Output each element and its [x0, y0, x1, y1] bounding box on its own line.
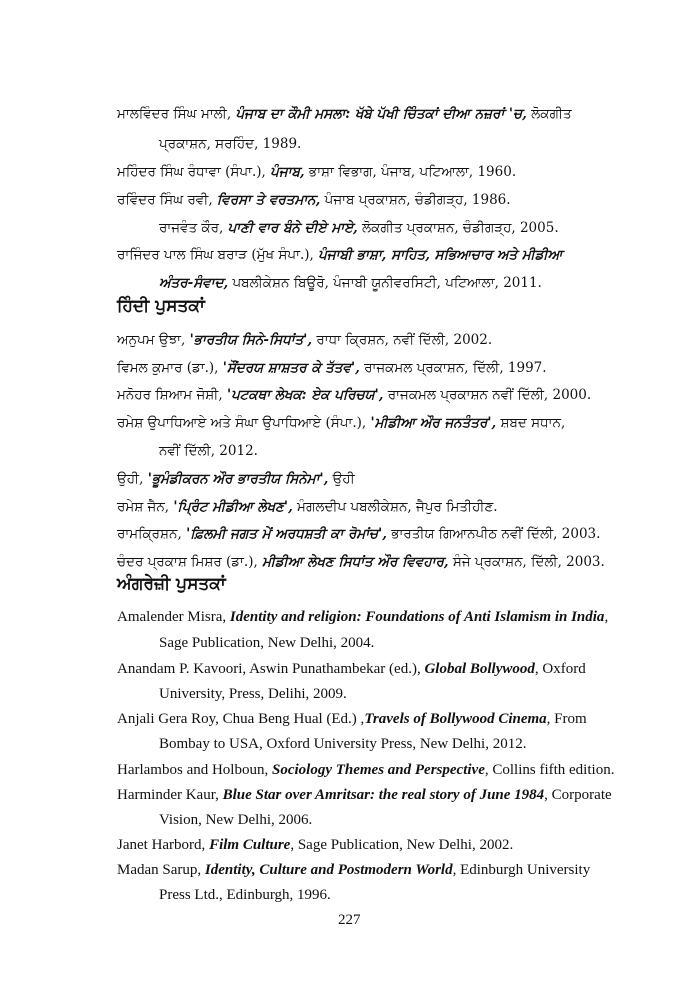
reference-entry: [117, 187, 593, 213]
ref-title: ਪੰਜਾਬੀ ਭਾਸ਼ਾ, ਸਾਹਿਤ, ਸਭਿਆਚਾਰ ਅਤੇ ਮੀਡੀਆ: [318, 247, 563, 263]
ref-publisher: ਰਾਜਕਮਲ ਪ੍ਰਕਾਸ਼ਨ ਨਵੀਂ ਦਿੱਲੀ, 2000.: [383, 387, 592, 403]
reference-entry: [117, 706, 593, 732]
reference-entry: [159, 215, 593, 241]
ref-author: ਰਮੇਸ਼ ਉਪਾਧਿਆਏ ਅਤੇ ਸੰਘਾ ਉਪਾਧਿਆਏ (ਸੰਪਾ.),: [117, 415, 371, 431]
reference-continuation: Vision, New Delhi, 2006.: [159, 812, 313, 828]
ref-title: 'ਪਟਕਥਾ ਲੇਖਕ: ਏਕ ਪਰਿਚਯ',: [226, 387, 384, 403]
ref-author: ਰਾਜਵੰਤ ਕੌਰ,: [159, 220, 228, 236]
ref-author: ਵਿਮਲ ਕੁਮਾਰ (ਡਾ.),: [117, 360, 223, 376]
ref-publisher: ਸ਼ਬਦ ਸਧਾਨ,: [496, 415, 566, 431]
reference-entry: [117, 355, 593, 381]
ref-title: Identity, Culture and Postmodern World: [204, 862, 453, 878]
ref-publisher: , Edinburgh University: [452, 862, 591, 878]
reference-entry: [117, 656, 593, 682]
ref-publisher: ਰਾਧਾ ਕ੍ਰਿਸ਼ਨ, ਨਵੀਂ ਦਿੱਲੀ, 2002.: [312, 332, 493, 348]
ref-author: ਮਾਲਵਿੰਦਰ ਸਿੰਘ ਮਾਲੀ,: [117, 106, 236, 122]
reference-continuation: Press Ltd., Edinburgh, 1996.: [159, 887, 331, 903]
reference-entry: [117, 159, 593, 185]
reference-continuation: Sage Publication, New Delhi, 2004.: [159, 635, 375, 651]
page-number: 227: [338, 912, 361, 928]
ref-author: Madan Sarup,: [117, 862, 205, 878]
ref-publisher: ਲੋਕਗੀਤ: [526, 106, 572, 122]
ref-publisher: ਭਾਰਤੀਯ ਗਿਆਨਪੀਠ ਨਵੀਂ ਦਿੱਲੀ, 2003.: [386, 526, 601, 542]
reference-continuation: [159, 270, 593, 296]
ref-publisher: ਪਬਲੀਕੇਸ਼ਨ ਬਿਊਰੋ, ਪੰਜਾਬੀ ਯੂਨੀਵਰਸਿਟੀ, ਪਟਿਆਲਾ, 2011.: [228, 275, 542, 291]
ref-author: ਉਹੀ,: [117, 471, 148, 487]
ref-publisher: ,: [604, 609, 609, 625]
reference-entry: [117, 242, 593, 268]
ref-publisher: , Sage Publication, New Delhi, 2002.: [290, 837, 514, 853]
ref-title: Sociology Themes and Perspective: [271, 762, 485, 778]
ref-author: ਮਨੋਹਰ ਸ਼ਿਆਮ ਜੋਸ਼ੀ,: [117, 387, 227, 403]
reference-entry: [117, 757, 615, 783]
ref-publisher: , Corporate: [544, 787, 612, 803]
ref-title: ਅੰਤਰ-ਸੰਵਾਦ,: [159, 275, 229, 291]
ref-title: Film Culture: [209, 837, 291, 853]
reference-entry: [117, 327, 593, 353]
ref-publisher: ਲੋਕਗੀਤ ਪ੍ਰਕਾਸ਼ਨ, ਚੰਡੀਗੜ੍ਹ, 2005.: [357, 220, 559, 236]
ref-publisher: , From: [546, 711, 587, 727]
ref-author: Janet Harbord,: [117, 837, 210, 853]
reference-entry: [117, 832, 593, 858]
ref-title: ਵਿਰਸਾ ਤੇ ਵਰਤਮਾਨ,: [216, 192, 321, 208]
reference-continuation: ਪ੍ਰਕਾਸ਼ਨ, ਸਰਹਿੰਦ, 1989.: [159, 136, 302, 152]
ref-author: Harlambos and Holboun,: [117, 762, 272, 778]
ref-author: Harminder Kaur,: [117, 787, 223, 803]
ref-publisher: , Collins fifth edition.: [484, 762, 615, 778]
ref-author: ਰਾਜਿੰਦਰ ਪਾਲ ਸਿੰਘ ਬਰਾੜ (ਮੁੱਖ ਸੰਪਾ.),: [117, 247, 319, 263]
ref-publisher: , Oxford: [534, 661, 586, 677]
ref-title: ਪਾਣੀ ਵਾਰ ਬੰਨੇ ਦੀਏ ਮਾਏ,: [227, 220, 358, 236]
reference-continuation: Bombay to USA, Oxford University Press, New Delhi, 2012.: [159, 736, 527, 752]
ref-author: ਰਮੇਸ਼ ਜੈਨ,: [117, 499, 174, 515]
reference-entry: [117, 604, 609, 630]
ref-title: ਮੀਡੀਆ ਲੇਖਣ ਸਿਧਾਂਤ ਔਰ ਵਿਵਹਾਰ,: [262, 554, 449, 570]
ref-publisher: ਪੰਜਾਬ ਪ੍ਰਕਾਸ਼ਨ, ਚੰਡੀਗੜ੍ਹ, 1986.: [320, 192, 511, 208]
ref-title: ਪੰਜਾਬ,: [270, 164, 305, 180]
ref-author: ਰਵਿੰਦਰ ਸਿੰਘ ਰਵੀ,: [117, 192, 217, 208]
ref-publisher: ਸੰਜੇ ਪ੍ਰਕਾਸ਼ਨ, ਦਿੱਲੀ, 2003.: [448, 554, 605, 570]
ref-publisher: ਰਾਜਕਮਲ ਪ੍ਰਕਾਸ਼ਨ, ਦਿੱਲੀ, 1997.: [359, 360, 547, 376]
ref-author: ਰਾਮਕ੍ਰਿਸ਼ਨ,: [117, 526, 187, 542]
ref-title: Global Bollywood: [424, 661, 535, 677]
ref-author: Amalender Misra,: [117, 609, 230, 625]
reference-continuation: ਨਵੀਂ ਦਿੱਲੀ, 2012.: [159, 443, 258, 459]
ref-title: 'ਮੀਡੀਆ ਔਰ ਜਨਤੰਤਰ',: [370, 415, 497, 431]
ref-author: Anandam P. Kavoori, Aswin Punathambekar (ed.),: [117, 661, 425, 677]
ref-publisher: ਮੰਗਲਦੀਪ ਪਬਲੀਕੇਸ਼ਨ, ਜੈਪੁਰ ਮਿਤੀਹੀਣ.: [292, 499, 498, 515]
section-heading-hindi: ਹਿੰਦੀ ਪੁਸਤਕਾਂ: [117, 296, 205, 316]
ref-title: 'ਭਾਰਤੀਯ ਸਿਨੇ-ਸਿਧਾਂਤ',: [189, 332, 313, 348]
ref-title: 'ਸੌਂਦਰਯ ਸ਼ਾਸ਼ਤਰ ਕੇ ਤੱਤਵ',: [222, 360, 360, 376]
ref-author: Anjali Gera Roy, Chua Beng Hual (Ed.) ,: [117, 711, 365, 727]
reference-entry: [117, 857, 593, 883]
reference-entry: [117, 521, 601, 547]
section-heading-english: ਅੰਗਰੇਜ਼ੀ ਪੁਸਤਕਾਂ: [117, 574, 226, 594]
ref-publisher: ਭਾਸ਼ਾ ਵਿਭਾਗ, ਪੰਜਾਬ, ਪਟਿਆਲਾ, 1960.: [304, 164, 517, 180]
reference-continuation: University, Press, Delihi, 2009.: [159, 686, 347, 702]
reference-entry: [117, 466, 593, 492]
ref-title: 'ਪ੍ਰਿੰਟ ਮੀਡੀਆ ਲੇਖਣ',: [173, 499, 293, 515]
ref-title: 'ਭੂਮੰਡੀਕਰਨ ਔਰ ਭਾਰਤੀਯ ਸਿਨੇਮਾ',: [147, 471, 329, 487]
ref-title: Identity and religion: Foundations of Anti Islamism in India: [229, 609, 605, 625]
ref-title: Travels of Bollywood Cinema: [364, 711, 547, 727]
ref-publisher: ਉਹੀ: [328, 471, 355, 487]
reference-entry: [117, 782, 612, 808]
reference-entry: [117, 494, 593, 520]
reference-entry: [117, 410, 593, 436]
ref-author: ਚੰਦਰ ਪ੍ਰਕਾਸ਼ ਮਿਸ਼ਰ (ਡਾ.),: [117, 554, 263, 570]
ref-author: ਅਨੁਪਮ ਉਝਾ,: [117, 332, 190, 348]
ref-author: ਮਹਿੰਦਰ ਸਿੰਘ ਰੰਧਾਵਾ (ਸੰਪਾ.),: [117, 164, 271, 180]
reference-entry: [117, 382, 593, 408]
reference-entry: [117, 101, 593, 127]
ref-title: Blue Star over Amritsar: the real story of June 1984: [222, 787, 545, 803]
ref-title: 'ਫ਼ਿਲਮੀ ਜਗਤ ਮੇਂ ਅਰਧਸ਼ਤੀ ਕਾ ਰੋਮਾਂਚ',: [186, 526, 387, 542]
ref-title: ਪੰਜਾਬ ਦਾ ਕੌਮੀ ਮਸਲਾ: ਖੱਬੇ ਪੱਖੀ ਚਿੰਤਕਾਂ ਦੀਆ ਨਜ਼ਰਾਂ 'ਚ,: [235, 106, 527, 122]
reference-entry: [117, 549, 605, 575]
